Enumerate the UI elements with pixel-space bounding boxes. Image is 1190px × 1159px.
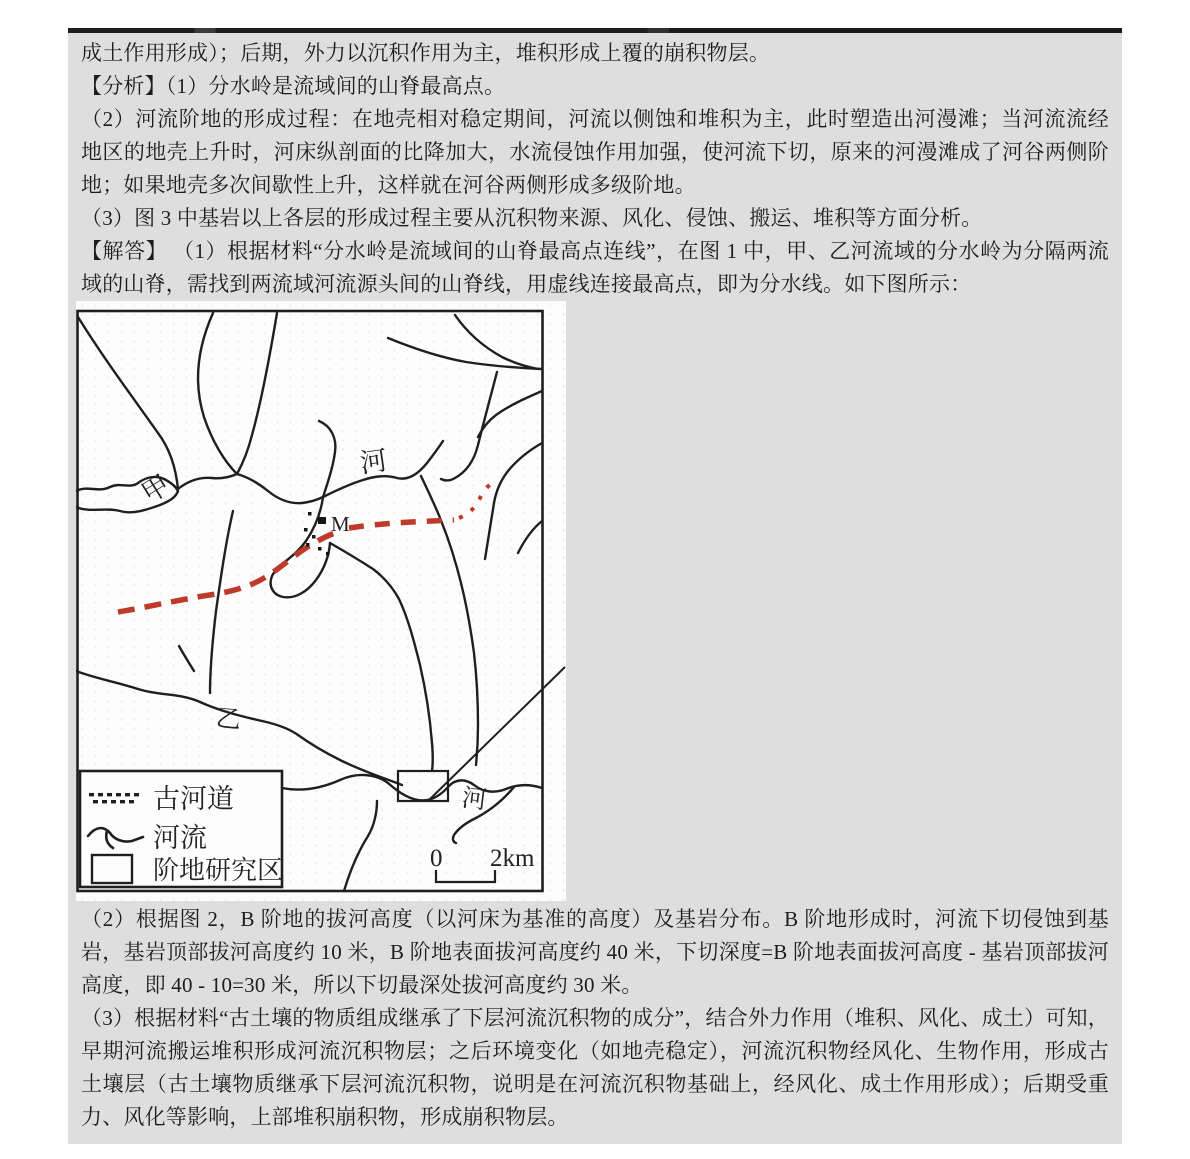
paragraph-answer-2: （2）根据图 2，B 阶地的拔河高度（以河床为基准的高度）及基岩分布。B 阶地形成时，河流下切侵蚀到基岩，基岩顶部拔河高度约 10 米，B 阶地表面拔河高度约 40 米，下切深度=B 阶地表面拔河高度 - 基岩顶部拔河高度，即 40 - 10=30 米，所以下切最深处拔河高度约 30 米。 <box>81 907 1109 997</box>
channel-dot <box>308 512 312 516</box>
river-line <box>344 801 377 891</box>
scale-distance-label: 2km <box>490 845 535 872</box>
scale-bar-line <box>436 870 495 882</box>
channel-dot <box>326 552 330 556</box>
text-column <box>68 33 1122 1134</box>
river-line <box>485 443 542 559</box>
divide-segment <box>349 520 454 528</box>
paragraph-conclusion-top: 成土作用形成）；后期，外力以沉积作用为主，堆积形成上覆的崩积物层。 <box>81 41 771 65</box>
answer-content-block <box>68 28 1122 1144</box>
channel-dot <box>312 535 316 539</box>
river-line <box>178 474 237 489</box>
river-line <box>237 313 277 474</box>
river-line <box>319 421 335 497</box>
divide-segment <box>459 484 491 518</box>
river-line <box>210 511 233 693</box>
map-legend <box>80 771 283 887</box>
river-line <box>179 646 194 671</box>
channel-dot <box>318 547 322 551</box>
m-point-label: M <box>331 512 350 536</box>
river-line <box>237 474 323 503</box>
paragraph-analysis-2: （2）河流阶地的形成过程：在地壳相对稳定期间，河流以侧蚀和堆积为主，此时塑造出河漫滩；当河流流经地区的地壳上升时，河床纵剖面的比降加大，水流侵蚀作用加强，使河流下切，原来的河漫滩成了河谷两侧阶地；如果地壳多次间歇性上升，这样就在河谷两侧形成多级阶地。 <box>81 107 1109 197</box>
river-jia-label: 甲 <box>136 469 176 509</box>
river-line <box>198 313 237 474</box>
river-line <box>282 775 542 800</box>
channel-dot <box>304 528 308 532</box>
river-line <box>441 372 497 480</box>
river-line <box>478 391 542 437</box>
legend-label-ancient-channel: 古河道 <box>153 784 234 814</box>
river-line <box>330 543 433 771</box>
river-line <box>455 315 538 369</box>
river-yi-label: 乙 <box>214 705 243 735</box>
m-marker-square <box>318 517 326 524</box>
paragraph-answer-1: 【解答】 （1）根据材料“分水岭是流域间的山脊最高点连线”，在图 1 中，甲、乙河流域的分水岭为分隔两流域的山脊，需找到两流域河流源头间的山脊线，用虚线连接最高点，即为分水线。如下图所示： <box>81 239 1109 296</box>
scale-bar <box>430 845 535 882</box>
river-he-top-label: 河 <box>358 445 390 479</box>
map-canvas <box>76 301 566 901</box>
watershed-map-figure <box>76 301 566 901</box>
legend-label-study-area: 阶地研究区 <box>153 856 284 885</box>
river-he-bottom-label: 河 <box>460 784 489 815</box>
scale-zero-label: 0 <box>430 845 443 872</box>
paragraph-analysis-1: 【分析】（1）分水岭是流域间的山脊最高点。 <box>81 74 506 98</box>
channel-dot <box>306 543 310 547</box>
river-line <box>518 521 542 553</box>
paragraph-analysis-3: （3）图 3 中基岩以上各层的形成过程主要从沉积物来源、风化、侵蚀、搬运、堆积等方面分析。 <box>81 206 983 230</box>
paragraph-answer-3: （3）根据材料“古土壤的物质组成继承了下层河流沉积物的成分”，结合外力作用（堆积、风化、成土）可知，早期河流搬运堆积形成河流沉积物层；之后环境变化（如地壳稳定），河流沉积物经风化、生物作用，形成古土壤层（古土壤物质继承下层河流沉积物，说明是在河流沉积物基础上，经风化、成土作用形成）；后期受重力、风化等影响，上部堆积崩积物，形成崩积物层。 <box>81 1006 1109 1129</box>
river-line <box>78 317 178 489</box>
legend-label-river: 河流 <box>153 823 207 853</box>
